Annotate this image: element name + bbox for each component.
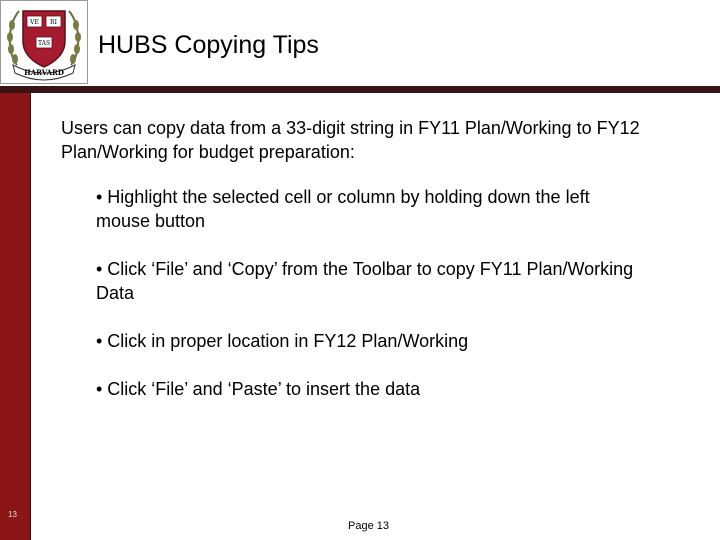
slide-number: 13 (8, 510, 17, 519)
logo-box (0, 0, 88, 84)
left-bar-edge (30, 93, 31, 540)
page-footer: Page 13 (348, 520, 389, 532)
book-text-2: RI (50, 19, 57, 26)
header-divider-bar (0, 86, 720, 93)
slide-title: HUBS Copying Tips (98, 31, 319, 59)
harvard-shield-logo (3, 3, 85, 81)
book-text-3: TAS (37, 40, 51, 47)
logo-banner-text: HARVARD (24, 68, 64, 77)
left-accent-bar (0, 86, 30, 540)
bullet-highlight-cell: • Highlight the selected cell or column by holding down the left mouse button (96, 187, 590, 231)
book-text-1: VE (30, 19, 39, 26)
bullet-file-copy: • Click ‘File’ and ‘Copy’ from the Toolbar to copy FY11 Plan/Working Data (96, 259, 634, 303)
intro-text: Users can copy data from a 33-digit string in FY11 Plan/Working to FY12 Plan/Working for budget preparation: (61, 118, 640, 162)
bullet-click-location: • Click in proper location in FY12 Plan/Working (96, 331, 469, 351)
bullet-file-paste: • Click ‘File’ and ‘Paste’ to insert the data (96, 379, 421, 399)
